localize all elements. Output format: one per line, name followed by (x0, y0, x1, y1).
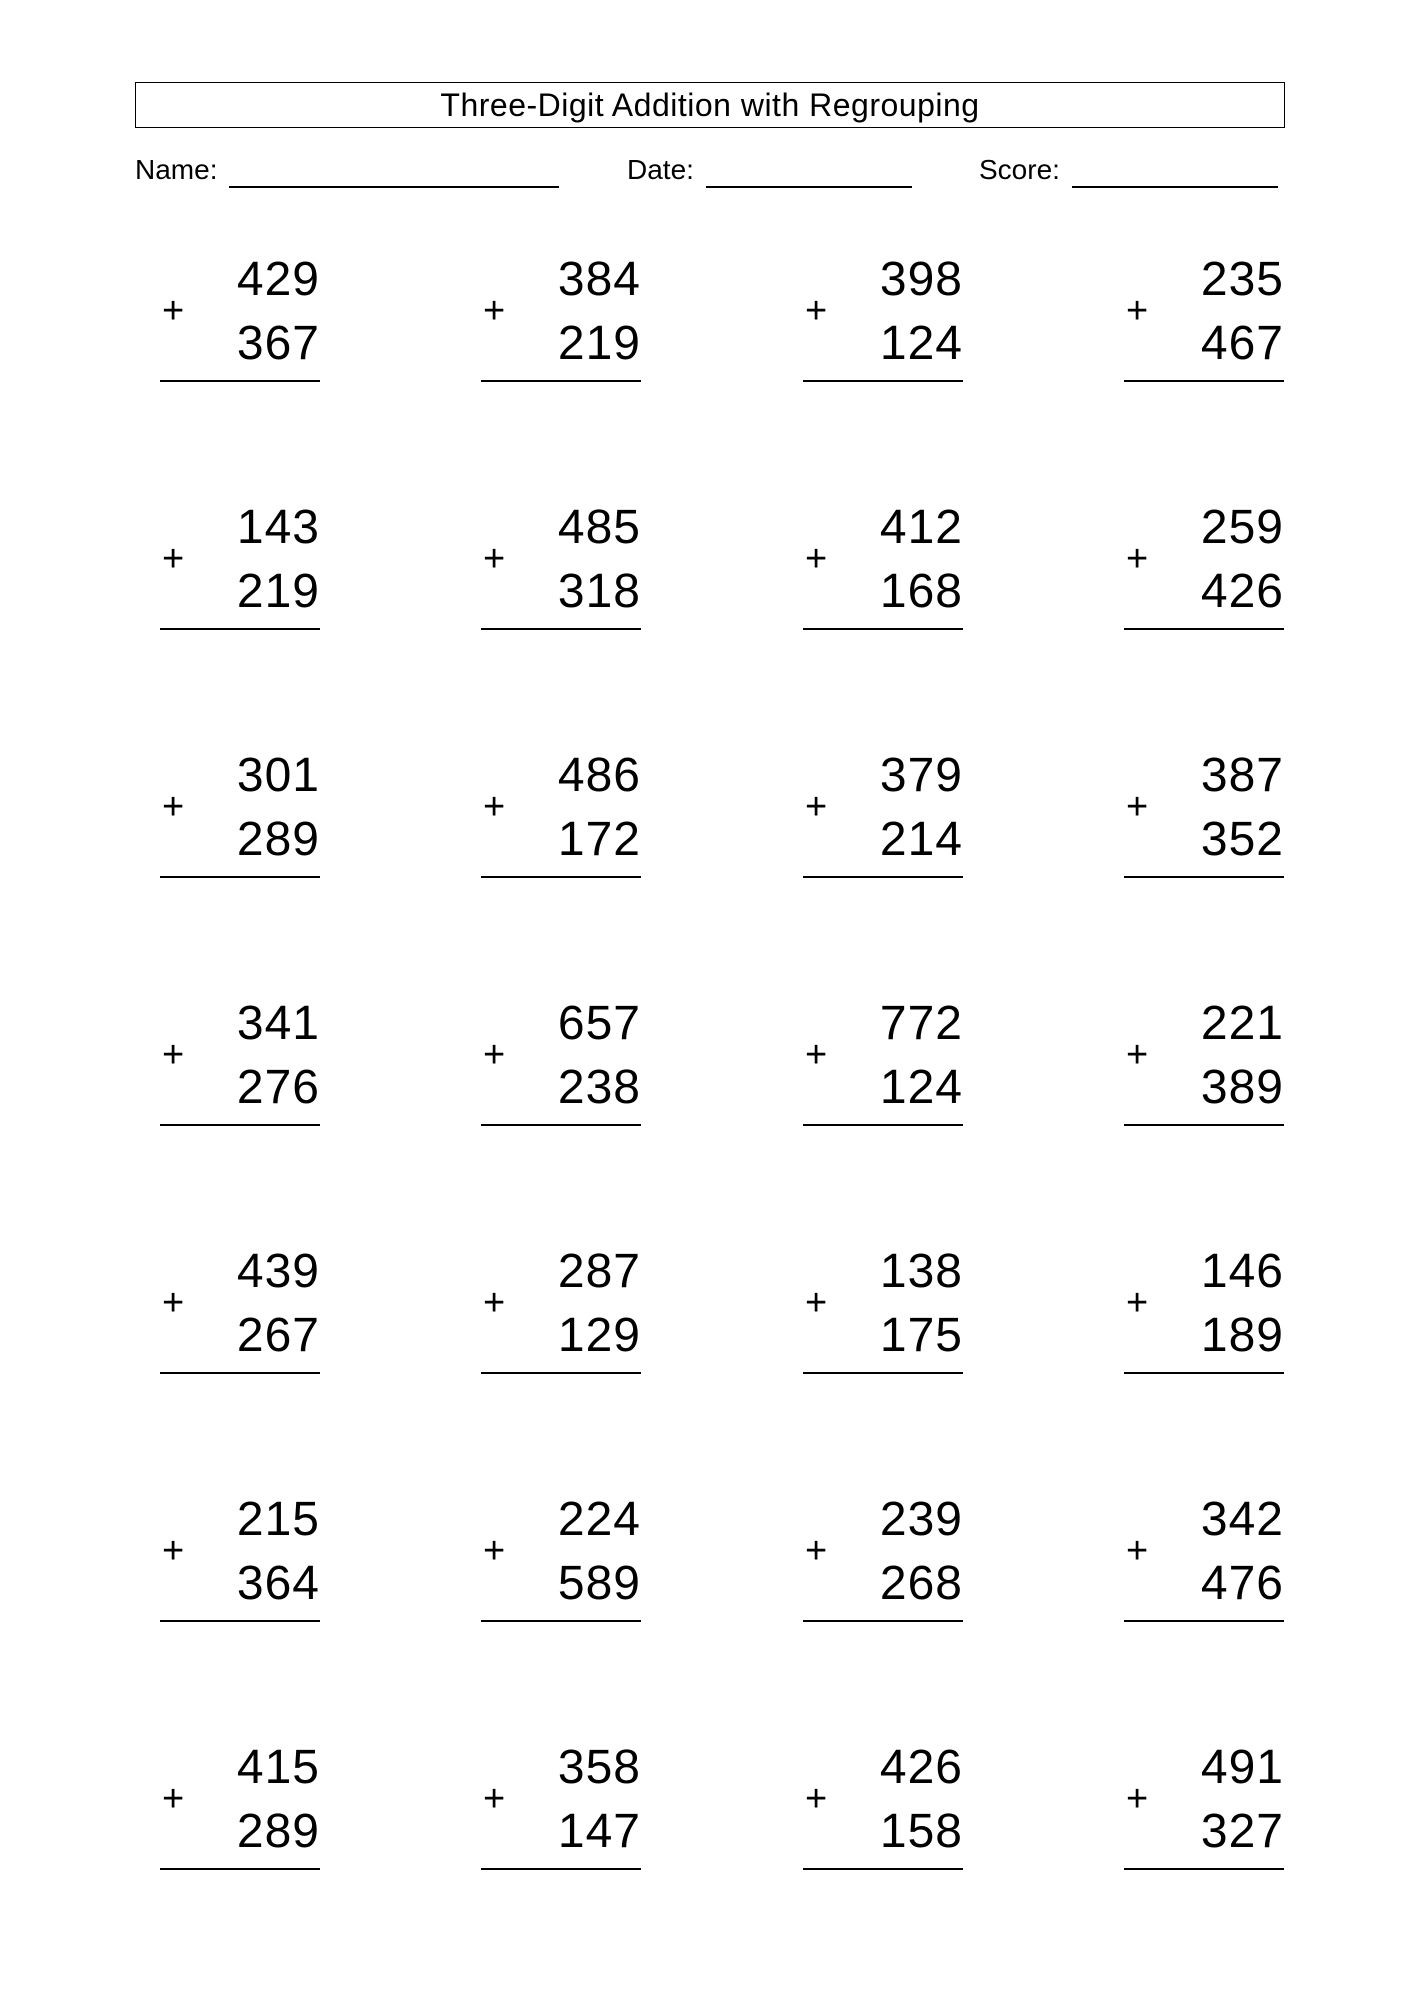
answer-line[interactable] (1124, 1868, 1284, 1870)
addition-problem (481, 749, 641, 882)
answer-line[interactable] (160, 1868, 320, 1870)
plus-sign: + (162, 538, 185, 580)
answer-line[interactable] (1124, 1124, 1284, 1126)
bottom-addend: 214 (879, 813, 963, 866)
plus-sign: + (483, 1778, 506, 1820)
bottom-addend: 318 (557, 565, 641, 618)
score-label: Score: (979, 154, 1060, 185)
answer-line[interactable] (481, 628, 641, 630)
addition-problem (481, 253, 641, 386)
plus-sign: + (1126, 1530, 1149, 1572)
bottom-addend: 268 (879, 1557, 963, 1610)
top-addend: 143 (236, 501, 320, 554)
addition-problem (1124, 253, 1284, 386)
top-addend: 429 (236, 253, 320, 306)
answer-line[interactable] (1124, 1372, 1284, 1374)
plus-sign: + (162, 1778, 185, 1820)
addition-problem (160, 1741, 320, 1874)
top-addend: 287 (557, 1245, 641, 1298)
top-addend: 138 (879, 1245, 963, 1298)
plus-sign: + (805, 290, 828, 332)
plus-sign: + (483, 1530, 506, 1572)
addition-problem (160, 749, 320, 882)
addition-problem (1124, 749, 1284, 882)
addition-problem (803, 1741, 963, 1874)
top-addend: 224 (557, 1493, 641, 1546)
addition-problem (481, 1245, 641, 1378)
answer-line[interactable] (481, 1124, 641, 1126)
plus-sign: + (1126, 1034, 1149, 1076)
bottom-addend: 289 (236, 1805, 320, 1858)
answer-line[interactable] (803, 628, 963, 630)
plus-sign: + (805, 538, 828, 580)
top-addend: 412 (879, 501, 963, 554)
answer-line[interactable] (160, 1372, 320, 1374)
top-addend: 358 (557, 1741, 641, 1794)
top-addend: 387 (1200, 749, 1284, 802)
addition-problem (803, 253, 963, 386)
addition-problem (803, 1245, 963, 1378)
plus-sign: + (483, 538, 506, 580)
answer-line[interactable] (803, 380, 963, 382)
top-addend: 341 (236, 997, 320, 1050)
bottom-addend: 364 (236, 1557, 320, 1610)
bottom-addend: 276 (236, 1061, 320, 1114)
top-addend: 301 (236, 749, 320, 802)
bottom-addend: 175 (879, 1309, 963, 1362)
plus-sign: + (1126, 1282, 1149, 1324)
bottom-addend: 289 (236, 813, 320, 866)
answer-line[interactable] (160, 380, 320, 382)
plus-sign: + (483, 786, 506, 828)
top-addend: 259 (1200, 501, 1284, 554)
addition-problem (803, 749, 963, 882)
addition-problem (1124, 997, 1284, 1130)
addition-problem (803, 1493, 963, 1626)
bottom-addend: 219 (557, 317, 641, 370)
plus-sign: + (162, 1034, 185, 1076)
answer-line[interactable] (803, 876, 963, 878)
bottom-addend: 476 (1200, 1557, 1284, 1610)
bottom-addend: 168 (879, 565, 963, 618)
name-label: Name: (135, 154, 218, 185)
top-addend: 239 (879, 1493, 963, 1546)
top-addend: 379 (879, 749, 963, 802)
bottom-addend: 129 (557, 1309, 641, 1362)
answer-line[interactable] (1124, 1620, 1284, 1622)
top-addend: 342 (1200, 1493, 1284, 1546)
plus-sign: + (805, 786, 828, 828)
answer-line[interactable] (481, 1620, 641, 1622)
top-addend: 384 (557, 253, 641, 306)
answer-line[interactable] (803, 1372, 963, 1374)
plus-sign: + (1126, 1778, 1149, 1820)
plus-sign: + (805, 1034, 828, 1076)
top-addend: 221 (1200, 997, 1284, 1050)
addition-problem (160, 997, 320, 1130)
bottom-addend: 158 (879, 1805, 963, 1858)
answer-line[interactable] (481, 876, 641, 878)
top-addend: 772 (879, 997, 963, 1050)
plus-sign: + (805, 1530, 828, 1572)
top-addend: 439 (236, 1245, 320, 1298)
plus-sign: + (162, 290, 185, 332)
bottom-addend: 589 (557, 1557, 641, 1610)
top-addend: 146 (1200, 1245, 1284, 1298)
top-addend: 657 (557, 997, 641, 1050)
addition-problem (160, 1245, 320, 1378)
bottom-addend: 426 (1200, 565, 1284, 618)
bottom-addend: 327 (1200, 1805, 1284, 1858)
plus-sign: + (162, 1282, 185, 1324)
plus-sign: + (1126, 786, 1149, 828)
top-addend: 485 (557, 501, 641, 554)
addition-problem (160, 501, 320, 634)
top-addend: 415 (236, 1741, 320, 1794)
plus-sign: + (805, 1778, 828, 1820)
plus-sign: + (162, 1530, 185, 1572)
addition-problem (1124, 501, 1284, 634)
top-addend: 491 (1200, 1741, 1284, 1794)
addition-problem (481, 501, 641, 634)
addition-problem (803, 997, 963, 1130)
answer-line[interactable] (481, 1372, 641, 1374)
top-addend: 426 (879, 1741, 963, 1794)
date-label: Date: (627, 154, 694, 185)
bottom-addend: 124 (879, 1061, 963, 1114)
answer-line[interactable] (1124, 628, 1284, 630)
answer-line[interactable] (481, 1868, 641, 1870)
answer-line[interactable] (160, 1620, 320, 1622)
answer-line[interactable] (160, 876, 320, 878)
bottom-addend: 219 (236, 565, 320, 618)
bottom-addend: 124 (879, 317, 963, 370)
bottom-addend: 189 (1200, 1309, 1284, 1362)
addition-problem (481, 1493, 641, 1626)
answer-line[interactable] (803, 1620, 963, 1622)
answer-line[interactable] (1124, 876, 1284, 878)
answer-line[interactable] (160, 1124, 320, 1126)
bottom-addend: 467 (1200, 317, 1284, 370)
addition-problem (160, 1493, 320, 1626)
top-addend: 215 (236, 1493, 320, 1546)
answer-line[interactable] (1124, 380, 1284, 382)
top-addend: 486 (557, 749, 641, 802)
addition-problem (1124, 1245, 1284, 1378)
plus-sign: + (162, 786, 185, 828)
worksheet-title: Three-Digit Addition with Regrouping (135, 82, 1285, 128)
plus-sign: + (483, 290, 506, 332)
top-addend: 398 (879, 253, 963, 306)
bottom-addend: 367 (236, 317, 320, 370)
plus-sign: + (1126, 290, 1149, 332)
bottom-addend: 352 (1200, 813, 1284, 866)
plus-sign: + (483, 1282, 506, 1324)
bottom-addend: 238 (557, 1061, 641, 1114)
answer-line[interactable] (803, 1124, 963, 1126)
addition-problem (481, 1741, 641, 1874)
plus-sign: + (1126, 538, 1149, 580)
bottom-addend: 267 (236, 1309, 320, 1362)
addition-problem (1124, 1493, 1284, 1626)
plus-sign: + (805, 1282, 828, 1324)
top-addend: 235 (1200, 253, 1284, 306)
addition-problem (803, 501, 963, 634)
addition-problem (481, 997, 641, 1130)
plus-sign: + (483, 1034, 506, 1076)
bottom-addend: 172 (557, 813, 641, 866)
bottom-addend: 147 (557, 1805, 641, 1858)
answer-line[interactable] (160, 628, 320, 630)
addition-problem (160, 253, 320, 386)
bottom-addend: 389 (1200, 1061, 1284, 1114)
answer-line[interactable] (481, 380, 641, 382)
answer-line[interactable] (803, 1868, 963, 1870)
addition-problem (1124, 1741, 1284, 1874)
